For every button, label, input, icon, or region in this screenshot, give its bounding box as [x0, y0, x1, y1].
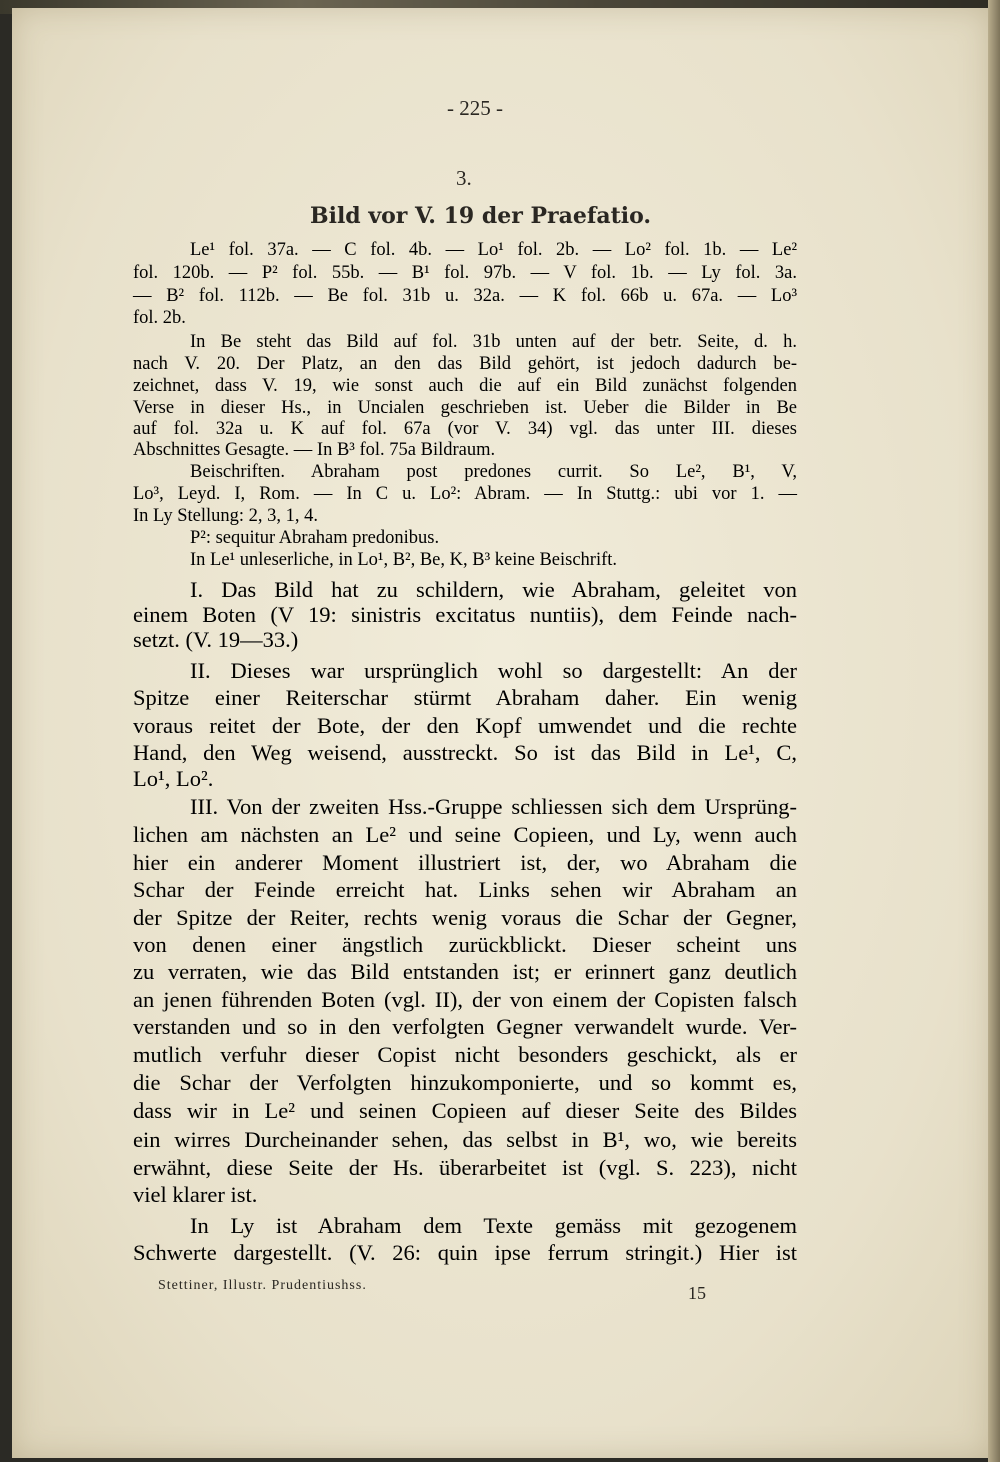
para-ii-line: Lo¹, Lo².: [133, 766, 214, 791]
para-i-line: setzt. (V. 19—33.): [133, 627, 299, 652]
p2-note: P²: sequitur Abraham predonibus.: [190, 528, 440, 548]
para-iii-line: die Schar der Verfolgten hinzukomponierte, und so kommt es,: [133, 1070, 797, 1095]
section-number: 3.: [456, 166, 472, 190]
sources-line: Le¹ fol. 37a. — C fol. 4b. — Lo¹ fol. 2b. — Lo² fol. 1b. — Le²: [190, 240, 797, 260]
beischriften-line: Lo³, Leyd. I, Rom. — In C u. Lo²: Abram. — In Stuttg.: ubi vor 1. —: [133, 484, 797, 504]
be-note-line: auf fol. 32a u. K auf fol. 67a (vor V. 34) vgl. das unter III. dieses: [133, 419, 797, 439]
para-ii-line: voraus reitet der Bote, der den Kopf umwendet und die rechte: [133, 713, 797, 738]
para-iii-line: erwähnt, diese Seite der Hs. überarbeitet ist (vgl. S. 223), nicht: [133, 1155, 797, 1180]
be-note-line: zeichnet, dass V. 19, wie sonst auch die auf ein Bild zunächst folgenden: [133, 376, 797, 396]
be-note-line: nach V. 20. Der Platz, an den das Bild gehört, ist jedoch dadurch be-: [133, 354, 797, 374]
sources-line: fol. 120b. — P² fol. 55b. — B¹ fol. 97b. — V fol. 1b. — Ly fol. 3a.: [133, 263, 797, 283]
be-note-line: Abschnittes Gesagte. — In B³ fol. 75a Bildraum.: [133, 440, 496, 460]
para-iii-line: hier ein anderer Moment illustriert ist, der, wo Abraham die: [133, 850, 797, 875]
signature-number: 15: [688, 1283, 706, 1303]
para-ii-line: Spitze einer Reiterschar stürmt Abraham daher. Ein wenig: [133, 685, 797, 710]
illegible-note: In Le¹ unleserliche, in Lo¹, B², Be, K, B³ keine Beischrift.: [190, 550, 618, 570]
para-iii-line: lichen am nächsten an Le² und seine Copieen, und Ly, wenn auch: [133, 822, 797, 847]
para-iii-line: an jenen führenden Boten (vgl. II), der von einem der Copisten falsch: [133, 987, 797, 1012]
para-iii-line: viel klarer ist.: [133, 1182, 258, 1207]
para-iii-line: von denen einer ängstlich zurückblickt. Dieser scheint uns: [133, 932, 797, 957]
para-iv-line: In Ly ist Abraham dem Texte gemäss mit gezogenem: [190, 1213, 797, 1238]
be-note-line: In Be steht das Bild auf fol. 31b unten auf der betr. Seite, d. h.: [190, 332, 797, 352]
para-i-line: einem Boten (V 19: sinistris excitatus nuntiis), dem Feinde nach-: [133, 602, 797, 627]
para-iii-line: zu verraten, wie das Bild entstanden ist; er erinnert ganz deutlich: [133, 959, 797, 984]
beischriften-line: In Ly Stellung: 2, 3, 1, 4.: [133, 506, 318, 526]
sources-line: — B² fol. 112b. — Be fol. 31b u. 32a. — K fol. 66b u. 67a. — Lo³: [133, 286, 797, 306]
section-title: Bild vor V. 19 der Praefatio.: [310, 203, 652, 229]
para-iii-line: ein wirres Durcheinander sehen, das selbst in B¹, wo, wie bereits: [133, 1127, 797, 1152]
para-ii-line: Hand, den Weg weisend, ausstreckt. So ist das Bild in Le¹, C,: [133, 740, 797, 765]
para-ii-line: II. Dieses war ursprünglich wohl so dargestellt: An der: [190, 658, 797, 683]
para-iii-line: III. Von der zweiten Hss.-Gruppe schliessen sich dem Ursprüng-: [190, 794, 797, 819]
para-iii-line: Schar der Feinde erreicht hat. Links sehen wir Abraham an: [133, 877, 797, 902]
para-iii-line: dass wir in Le² und seinen Copieen auf dieser Seite des Bildes: [133, 1098, 797, 1123]
footer-signature: Stettiner, Illustr. Prudentiushss.: [158, 1278, 367, 1293]
page-number: 225: [459, 96, 491, 120]
beischriften-line: Beischriften. Abraham post predones currit. So Le², B¹, V,: [190, 462, 797, 482]
book-right-edge: [988, 0, 1000, 1462]
be-note-line: Verse in dieser Hs., in Uncialen geschrieben ist. Ueber die Bilder in Be: [133, 398, 797, 418]
para-i-line: I. Das Bild hat zu schildern, wie Abraham, geleitet von: [190, 577, 797, 602]
para-iv-line: Schwerte dargestellt. (V. 26: quin ipse ferrum stringit.) Hier ist: [133, 1240, 797, 1265]
sources-line: fol. 2b.: [133, 308, 186, 328]
para-iii-line: verstanden und so in den verfolgten Gegner verwandelt wurde. Ver-: [133, 1014, 797, 1039]
para-iii-line: mutlich verfuhr dieser Copist nicht besonders geschickt, als er: [133, 1042, 797, 1067]
page-number-line: - 225 -: [447, 96, 503, 120]
para-iii-line: der Spitze der Reiter, rechts wenig voraus die Schar der Gegner,: [133, 905, 797, 930]
